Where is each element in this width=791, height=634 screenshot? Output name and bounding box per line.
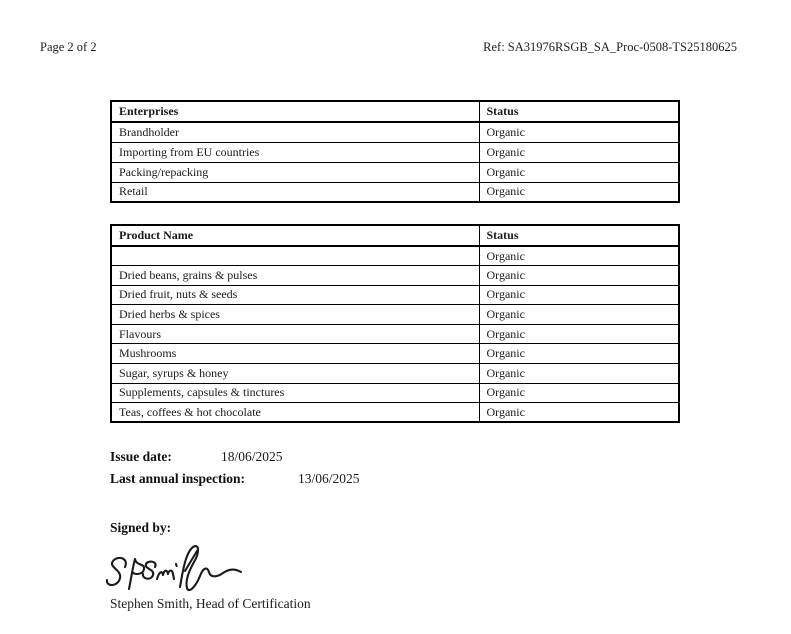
products-table [110,224,680,423]
status-cell: Organic [479,162,679,182]
products-status-column-header: Status [479,225,679,246]
table-row [111,122,679,142]
status-cell: Organic [479,344,679,364]
product-name-cell: Mushrooms [111,344,479,364]
status-cell: Organic [479,182,679,202]
table-row [111,344,679,364]
table-row [111,324,679,344]
status-cell: Organic [479,246,679,266]
table-row [111,182,679,202]
reference-number: Ref: SA31976RSGB_SA_Proc-0508-TS25180625 [483,40,737,54]
issue-date-value: 18/06/2025 [221,449,283,464]
enterprise-name-cell: Retail [111,182,479,202]
status-cell: Organic [479,266,679,286]
enterprises-status-column-header: Status [479,101,679,122]
product-name-cell: Flavours [111,324,479,344]
status-cell: Organic [479,142,679,162]
table-row [111,403,679,423]
status-cell: Organic [479,305,679,325]
table-row [111,364,679,384]
last-inspection-value: 13/06/2025 [298,471,360,486]
enterprises-column-header: Enterprises [111,101,479,122]
table-row [111,266,679,286]
page-number: Page 2 of 2 [40,40,97,54]
product-name-cell [111,246,479,266]
product-name-cell: Teas, coffees & hot chocolate [111,403,479,423]
table-row [111,246,679,266]
status-cell: Organic [479,403,679,423]
product-name-cell: Supplements, capsules & tinctures [111,383,479,403]
product-name-cell: Sugar, syrups & honey [111,364,479,384]
status-cell: Organic [479,383,679,403]
last-inspection-line [110,471,510,489]
product-name-cell: Dried herbs & spices [111,305,479,325]
status-cell: Organic [479,122,679,142]
enterprise-name-cell: Packing/repacking [111,162,479,182]
issue-date-label: Issue date: [110,449,172,464]
product-name-cell: Dried fruit, nuts & seeds [111,285,479,305]
products-header-row [111,225,679,246]
signature-icon [102,536,252,598]
enterprise-name-cell: Brandholder [111,122,479,142]
last-inspection-label: Last annual inspection: [110,471,246,486]
signed-by-label: Signed by: [110,520,172,535]
table-row [111,285,679,305]
table-row [111,142,679,162]
status-cell: Organic [479,364,679,384]
signer-name: Stephen Smith, Head of Certification [110,596,311,611]
table-row [111,383,679,403]
enterprises-table [110,100,680,203]
status-cell: Organic [479,324,679,344]
issue-date-line [110,449,510,467]
enterprises-header-row [111,101,679,122]
table-row [111,162,679,182]
product-name-column-header: Product Name [111,225,479,246]
table-row [111,305,679,325]
enterprise-name-cell: Importing from EU countries [111,142,479,162]
status-cell: Organic [479,285,679,305]
product-name-cell: Dried beans, grains & pulses [111,266,479,286]
